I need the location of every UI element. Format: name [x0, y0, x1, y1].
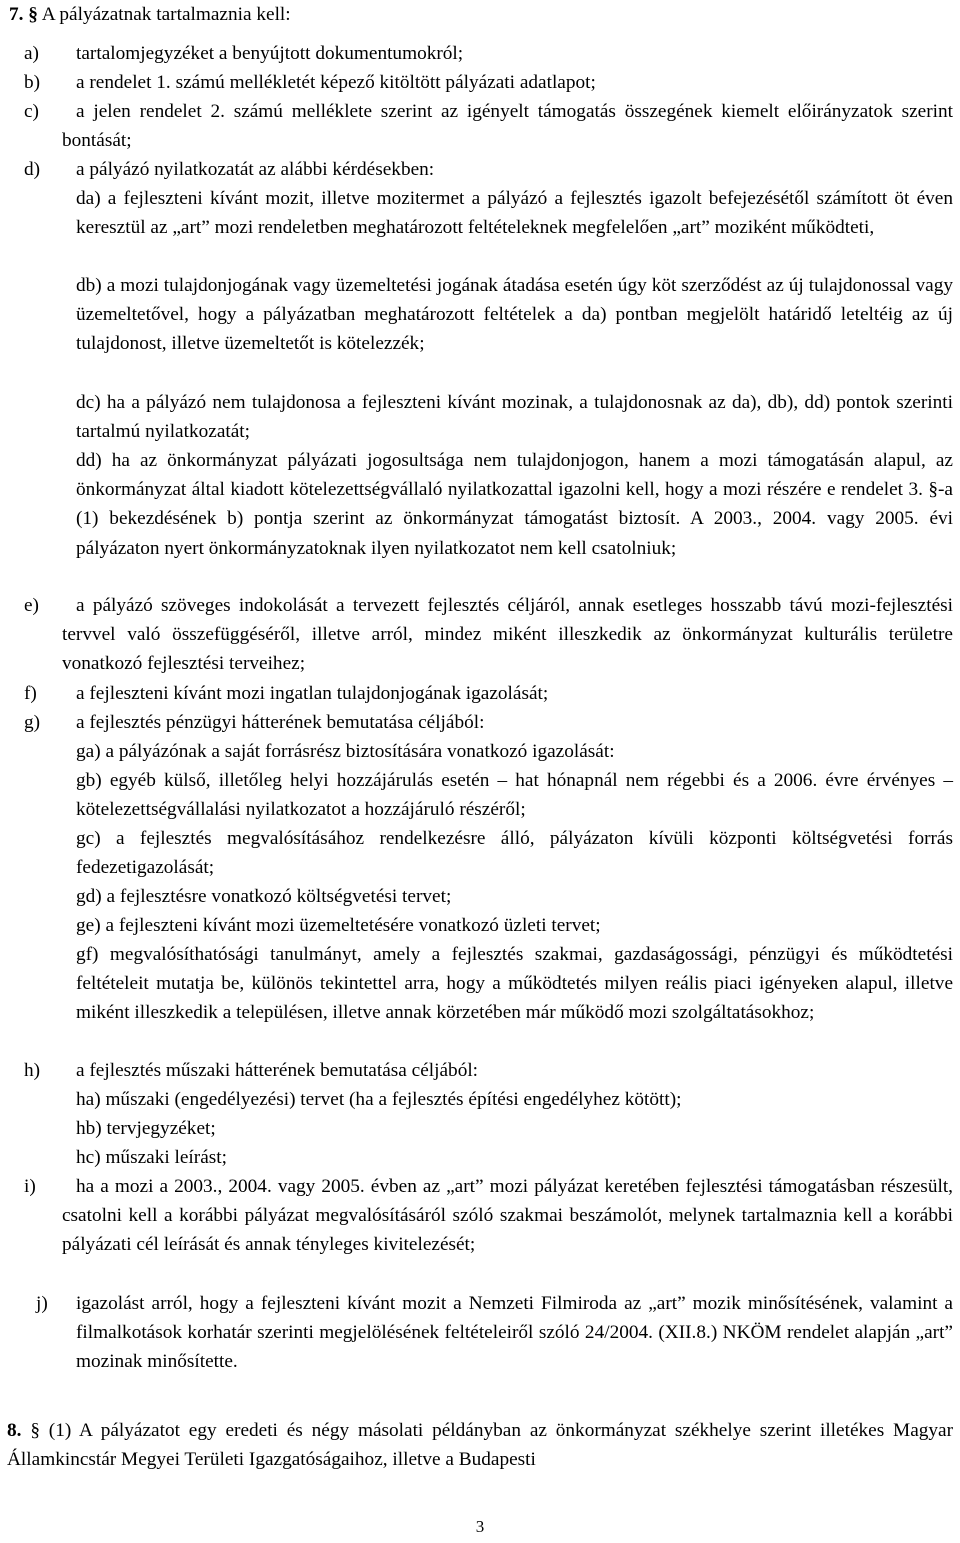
- item-text: a fejleszteni kívánt mozi ingatlan tulajdonjogának igazolását;: [76, 683, 549, 704]
- item-label: b): [24, 72, 41, 93]
- item-label: i): [24, 1176, 36, 1197]
- item-text: a pályázó nyilatkozatát az alábbi kérdésekben:: [76, 159, 435, 180]
- sub-item-hc: hc) műszaki leírást;: [76, 1147, 227, 1168]
- list-item-h: [0, 1056, 960, 1085]
- sub-item-hb: hb) tervjegyzéket;: [76, 1118, 216, 1139]
- sub-item-gf: gf) megvalósíthatósági tanulmányt, amely a fejlesztés szakmai, gazdaságossági, pénzügyi és működtetési feltételeit mutatja be, különös tekintettel arra, hogy a működtetés milyen reális piaci igényeken alapul, illetve miként illeszkedik a településen, illetve annak körzetében már működő mozi szolgáltatásokhoz;: [76, 944, 953, 1024]
- list-item-a: [0, 39, 960, 68]
- list-item-d: [0, 155, 960, 184]
- section-sign: §: [30, 1420, 40, 1441]
- section-7-number: 7.: [9, 4, 24, 25]
- sub-item-ga: ga) a pályázónak a saját forrásrész biztosítására vonatkozó igazolását:: [76, 741, 615, 762]
- list-item-c: [0, 97, 960, 155]
- section-sign: §: [28, 4, 38, 25]
- item-text: a fejlesztés pénzügyi hátterének bemutatása céljából:: [76, 712, 485, 733]
- section-8-text: (1) A pályázatot egy eredeti és négy másolati példányban az önkormányzat székhelye szerint illetékes Magyar Államkincstár Megyei Területi Igazgatóságaihoz, illetve a Budapesti: [7, 1420, 954, 1471]
- item-label: a): [24, 43, 39, 64]
- list-item-i: [0, 1172, 960, 1289]
- item-label: e): [24, 595, 39, 616]
- list-item-g: [0, 708, 960, 737]
- sub-item-da: da) a fejleszteni kívánt mozit, illetve mozitermet a pályázó a fejlesztés igazolt befejezésétől számított öt éven keresztül az „art” mozi rendeletben meghatározott feltételeknek megfelelően „art” moziként működteti,: [76, 188, 953, 239]
- sub-item-ge: ge) a fejleszteni kívánt mozi üzemeltetésére vonatkozó üzleti tervet;: [76, 915, 601, 936]
- item-text: a fejlesztés műszaki hátterének bemutatása céljából:: [76, 1060, 479, 1081]
- item-label: h): [24, 1060, 41, 1081]
- section-7-heading: [9, 0, 291, 29]
- list-item-j: [0, 1289, 960, 1377]
- item-label: j): [36, 1293, 48, 1314]
- list-item-f: [0, 679, 960, 708]
- sub-item-gc: gc) a fejlesztés megvalósításához rendelkezésre álló, pályázaton kívüli központi költségvetési forrás fedezetigazolását;: [76, 828, 953, 879]
- item-label: d): [24, 159, 41, 180]
- item-label: c): [24, 101, 39, 122]
- sub-item-ha: ha) műszaki (engedélyezési) tervet (ha a fejlesztés építési engedélyhez kötött);: [76, 1089, 682, 1110]
- section-8-paragraph: [7, 1416, 953, 1474]
- sub-item-db: db) a mozi tulajdonjogának vagy üzemeltetési jogának átadása esetén úgy köt szerződést az új tulajdonossal vagy üzemeltetővel, hogy a pályázatban meghatározott feltételek a da) pontban megjelölt határidő leteltéig az új tulajdonost, illetve üzemeltetőt is kötelezzék;: [76, 275, 953, 355]
- item-text: igazolást arról, hogy a fejleszteni kívánt mozit a Nemzeti Filmiroda az „art” mozik minősítésének, valamint a filmalkotások korhatár szerinti megjelölésének feltételeiről szóló 24/2004. (XII.8.) NKÖM rendelet alapján „art” mozinak minősítette.: [76, 1293, 953, 1373]
- sub-item-dc: dc) ha a pályázó nem tulajdonosa a fejleszteni kívánt mozinak, a tulajdonosnak az da), db), dd) pontok szerinti tartalmú nyilatkozatát;: [76, 392, 953, 443]
- section-7-title: A pályázatnak tartalmaznia kell:: [41, 4, 291, 25]
- item-text: a rendelet 1. számú mellékletét képező kitöltött pályázati adatlapot;: [76, 72, 596, 93]
- sub-item-gd: gd) a fejlesztésre vonatkozó költségvetési tervet;: [76, 886, 452, 907]
- list-item-e: [0, 591, 960, 679]
- sub-item-gb: gb) egyéb külső, illetőleg helyi hozzájárulás esetén – hat hónapnál nem régebbi és a 2006. évre érvényes – kötelezettségvállalási nyilatkozatot a hozzájáruló részéről;: [76, 770, 953, 821]
- page-number: 3: [475, 1517, 485, 1536]
- item-text: a jelen rendelet 2. számú melléklete szerint az igényelt támogatás összegének kiemelt előirányzatok szerint bontását;: [62, 101, 953, 152]
- section-8-number: 8.: [7, 1420, 22, 1441]
- list-item-b: [0, 68, 960, 97]
- item-text: ha a mozi a 2003., 2004. vagy 2005. évben az „art” mozi pályázat keretében fejlesztési támogatásban részesült, csatolni kell a korábbi pályázat megvalósításáról szóló szakmai beszámolót, melynek tartalmaznia kell a korábbi pályázati cél leírását és annak tényleges kivitelezését;: [62, 1176, 953, 1256]
- item-text: a pályázó szöveges indokolását a tervezett fejlesztés céljáról, annak esetleges hosszabb távú mozi-fejlesztési tervvel való összefüggéséről, illetve arról, mindez miként illeszkedik az önkormányzat kulturális területre vonatkozó fejlesztési terveihez;: [62, 595, 953, 675]
- item-text: tartalomjegyzéket a benyújtott dokumentumokról;: [76, 43, 464, 64]
- item-label: f): [24, 683, 37, 704]
- item-label: g): [24, 712, 41, 733]
- sub-item-dd: dd) ha az önkormányzat pályázati jogosultsága nem tulajdonjogon, hanem a mozi támogatásán alapul, az önkormányzat által kiadott kötelezettségvállaló nyilatkozattal igazolni kell, hogy a mozi részére e rendelet 3. §-a (1) bekezdésének b) pontja szerint az önkormányzat támogatást biztosít. A 2003., 2004. vagy 2005. évi pályázaton nyert önkormányzatoknak ilyen nyilatkozatot nem kell csatolniuk;: [76, 450, 953, 559]
